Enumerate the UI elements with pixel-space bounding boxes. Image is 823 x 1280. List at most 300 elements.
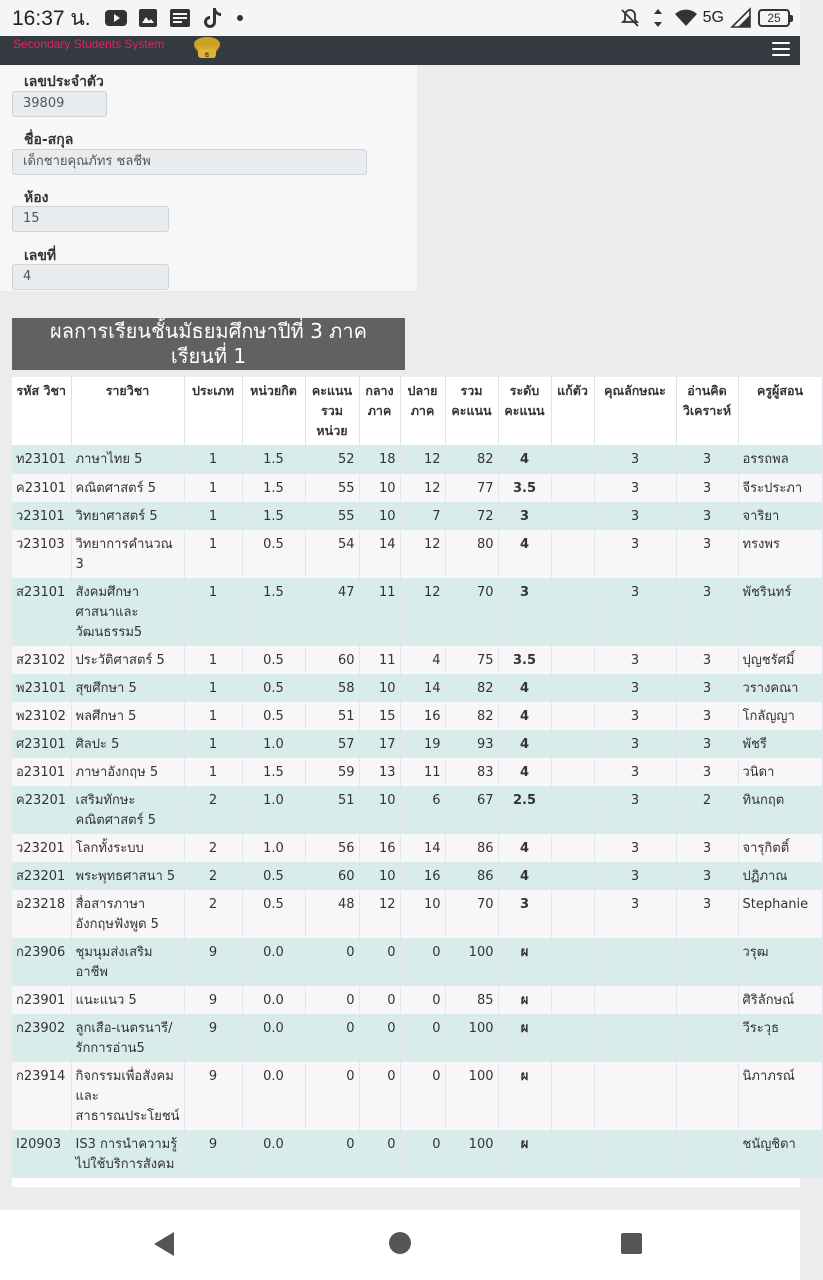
cell-total: 82 [445, 445, 498, 474]
cell-mid: 16 [359, 834, 400, 862]
cell-total: 100 [445, 1062, 498, 1130]
cell-code: ท23101 [12, 445, 71, 474]
cell-type: 1 [184, 502, 242, 530]
cell-code: ค23201 [12, 786, 71, 834]
cell-teacher: วีระวุธ [738, 1014, 822, 1062]
cell-unit-score: 0 [305, 1130, 359, 1178]
col-header-total: รวม คะแนน [445, 377, 498, 445]
cell-code: อ23218 [12, 890, 71, 938]
cell-type: 2 [184, 862, 242, 890]
student-id-label: เลขประจำตัว [24, 74, 104, 90]
more-notifications-icon [237, 15, 243, 21]
cell-credit: 0.5 [242, 674, 305, 702]
cell-grade: 3.5 [498, 646, 551, 674]
cell-trait: 3 [594, 834, 676, 862]
cell-mid: 10 [359, 862, 400, 890]
cell-credit: 0.5 [242, 646, 305, 674]
cell-grade: 2.5 [498, 786, 551, 834]
room-label: ห้อง [24, 190, 49, 206]
cell-mid: 12 [359, 890, 400, 938]
cell-credit: 1.5 [242, 474, 305, 502]
cell-credit: 0.0 [242, 1062, 305, 1130]
cell-total: 93 [445, 730, 498, 758]
cell-final: 12 [400, 474, 445, 502]
cell-total: 86 [445, 862, 498, 890]
cell-unit-score: 59 [305, 758, 359, 786]
cell-total: 100 [445, 938, 498, 986]
cell-credit: 0.5 [242, 890, 305, 938]
cell-grade: 3 [498, 578, 551, 646]
cell-teacher: นิภาภรณ์ [738, 1062, 822, 1130]
cell-subject: กิจกรรมเพื่อสังคม และ สาธารณประโยชน์ [71, 1062, 184, 1130]
app-header [0, 36, 800, 65]
report-title-line2: เรียนที่ 1 [170, 344, 247, 368]
cell-credit: 1.5 [242, 758, 305, 786]
cell-trait: 3 [594, 502, 676, 530]
cell-fix [551, 674, 594, 702]
cell-final: 11 [400, 758, 445, 786]
cell-fix [551, 1062, 594, 1130]
cell-code: ก23902 [12, 1014, 71, 1062]
col-header-trait: คุณลักษณะ [594, 377, 676, 445]
cell-unit-score: 0 [305, 1062, 359, 1130]
cell-unit-score: 51 [305, 786, 359, 834]
cell-analysis [676, 1014, 738, 1062]
gallery-icon [137, 9, 159, 27]
cell-final: 0 [400, 1130, 445, 1178]
col-header-unit-score: คะแนน รวม หน่วย [305, 377, 359, 445]
cell-unit-score: 0 [305, 986, 359, 1014]
cell-analysis: 3 [676, 674, 738, 702]
back-icon[interactable] [154, 1232, 174, 1256]
cell-unit-score: 60 [305, 646, 359, 674]
cell-trait: 3 [594, 530, 676, 578]
table-row [12, 445, 822, 474]
cell-mid: 11 [359, 578, 400, 646]
cell-type: 1 [184, 578, 242, 646]
number-label: เลขที่ [24, 248, 57, 264]
cell-fix [551, 702, 594, 730]
cell-teacher: จารุกิตติ์ [738, 834, 822, 862]
cell-final: 12 [400, 578, 445, 646]
cell-grade: ผ [498, 938, 551, 986]
table-row [12, 758, 822, 786]
cell-teacher: ชนัญชิดา [738, 1130, 822, 1178]
hamburger-menu-icon[interactable] [772, 42, 790, 56]
cell-type: 1 [184, 702, 242, 730]
cell-total: 83 [445, 758, 498, 786]
cell-code: ค23101 [12, 474, 71, 502]
cell-code: พ23101 [12, 674, 71, 702]
table-row [12, 834, 822, 862]
school-logo-icon [188, 36, 226, 64]
cell-credit: 1.0 [242, 786, 305, 834]
cell-teacher: อรรถพล [738, 445, 822, 474]
cell-trait: 3 [594, 890, 676, 938]
student-name-field[interactable]: เด็กชายคุณภัทร ชลชีพ [12, 149, 367, 175]
cell-fix [551, 1014, 594, 1062]
youtube-icon [105, 9, 127, 27]
cell-trait [594, 986, 676, 1014]
table-row [12, 1062, 822, 1130]
cell-subject: วิทยาศาสตร์ 5 [71, 502, 184, 530]
number-field[interactable]: 4 [12, 264, 169, 290]
cell-credit: 0.0 [242, 986, 305, 1014]
cell-type: 1 [184, 530, 242, 578]
room-field[interactable]: 15 [12, 206, 169, 232]
cell-grade: 4 [498, 530, 551, 578]
grades-table [12, 377, 823, 1178]
col-header-credit: หน่วยกิต [242, 377, 305, 445]
battery-indicator: 25 [758, 9, 790, 27]
recent-apps-icon[interactable] [621, 1233, 642, 1254]
cell-type: 9 [184, 986, 242, 1014]
cell-credit: 0.5 [242, 862, 305, 890]
cell-grade: 4 [498, 834, 551, 862]
cell-teacher: ปุญชรัศมิ์ [738, 646, 822, 674]
cell-total: 100 [445, 1014, 498, 1062]
cell-credit: 1.0 [242, 730, 305, 758]
cell-subject: แนะแนว 5 [71, 986, 184, 1014]
cell-subject: ภาษาอังกฤษ 5 [71, 758, 184, 786]
cell-final: 6 [400, 786, 445, 834]
cell-trait [594, 938, 676, 986]
cell-code: อ23101 [12, 758, 71, 786]
col-header-code: รหัส วิชา [12, 377, 71, 445]
col-header-grade: ระดับ คะแนน [498, 377, 551, 445]
cell-credit: 0.0 [242, 938, 305, 986]
cell-type: 2 [184, 834, 242, 862]
cell-mid: 10 [359, 474, 400, 502]
cell-grade: 4 [498, 862, 551, 890]
cell-total: 82 [445, 702, 498, 730]
cell-total: 80 [445, 530, 498, 578]
table-row [12, 530, 822, 578]
cell-trait [594, 1014, 676, 1062]
cell-teacher: พัชรินทร์ [738, 578, 822, 646]
cell-trait: 3 [594, 862, 676, 890]
cell-type: 9 [184, 1014, 242, 1062]
grades-table-container [12, 377, 809, 1187]
cell-trait: 3 [594, 674, 676, 702]
cell-trait: 3 [594, 646, 676, 674]
network-type: 5G [702, 9, 724, 26]
cell-credit: 0.5 [242, 702, 305, 730]
col-header-analysis: อ่านคิด วิเคราะห์ [676, 377, 738, 445]
cell-grade: 3.5 [498, 474, 551, 502]
cell-analysis: 3 [676, 862, 738, 890]
cell-mid: 10 [359, 674, 400, 702]
cell-teacher: ทินกฤต [738, 786, 822, 834]
cell-fix [551, 474, 594, 502]
cell-total: 85 [445, 986, 498, 1014]
cell-code: ก23906 [12, 938, 71, 986]
cell-final: 0 [400, 1014, 445, 1062]
student-id-field[interactable]: 39809 [12, 91, 107, 117]
cell-grade: ผ [498, 1062, 551, 1130]
cell-fix [551, 1130, 594, 1178]
table-row [12, 986, 822, 1014]
col-header-type: ประเภท [184, 377, 242, 445]
cell-grade: ผ [498, 1014, 551, 1062]
cell-analysis [676, 1062, 738, 1130]
cell-type: 9 [184, 1130, 242, 1178]
cell-analysis: 3 [676, 578, 738, 646]
system-navigation-bar [0, 1210, 800, 1280]
cell-analysis: 3 [676, 730, 738, 758]
student-name-label: ชื่อ-สกุล [24, 132, 74, 148]
cell-teacher: ทรงพร [738, 530, 822, 578]
cell-subject: วิทยาการคำนวณ 3 [71, 530, 184, 578]
col-header-subject: รายวิชา [71, 377, 184, 445]
table-row [12, 646, 822, 674]
brand-title[interactable]: Secondary Students System [13, 37, 165, 51]
cell-fix [551, 530, 594, 578]
cell-analysis: 3 [676, 646, 738, 674]
cell-grade: 4 [498, 702, 551, 730]
cell-mid: 17 [359, 730, 400, 758]
cell-analysis [676, 1130, 738, 1178]
cell-subject: พลศึกษา 5 [71, 702, 184, 730]
table-row [12, 702, 822, 730]
report-title [12, 318, 405, 370]
cell-total: 77 [445, 474, 498, 502]
table-row [12, 474, 822, 502]
cell-final: 14 [400, 834, 445, 862]
cell-unit-score: 57 [305, 730, 359, 758]
cell-mid: 14 [359, 530, 400, 578]
cell-analysis: 3 [676, 758, 738, 786]
cell-analysis: 2 [676, 786, 738, 834]
news-icon [169, 9, 191, 27]
cell-code: พ23102 [12, 702, 71, 730]
cell-grade: ผ [498, 1130, 551, 1178]
cell-fix [551, 646, 594, 674]
cell-grade: 4 [498, 730, 551, 758]
cell-grade: 4 [498, 674, 551, 702]
cell-subject: สื่อสารภาษา อังกฤษฟังพูด 5 [71, 890, 184, 938]
cell-mid: 13 [359, 758, 400, 786]
cell-type: 1 [184, 730, 242, 758]
cell-code: ว23201 [12, 834, 71, 862]
cell-final: 10 [400, 890, 445, 938]
student-info-panel [0, 65, 417, 291]
cell-unit-score: 0 [305, 938, 359, 986]
cell-code: ส23201 [12, 862, 71, 890]
cell-total: 67 [445, 786, 498, 834]
cell-unit-score: 52 [305, 445, 359, 474]
cell-code: ส23102 [12, 646, 71, 674]
cell-teacher: Stephanie [738, 890, 822, 938]
cell-analysis: 3 [676, 445, 738, 474]
cell-unit-score: 47 [305, 578, 359, 646]
cell-final: 14 [400, 674, 445, 702]
col-header-final: ปลาย ภาค [400, 377, 445, 445]
cell-subject: พระพุทธศาสนา 5 [71, 862, 184, 890]
cell-teacher: พัชรี [738, 730, 822, 758]
cell-type: 9 [184, 1062, 242, 1130]
cell-final: 4 [400, 646, 445, 674]
cell-code: ว23103 [12, 530, 71, 578]
cell-analysis [676, 986, 738, 1014]
cell-analysis: 3 [676, 702, 738, 730]
table-row [12, 786, 822, 834]
cell-unit-score: 58 [305, 674, 359, 702]
cell-grade: 3 [498, 502, 551, 530]
cell-teacher: จีระประภา [738, 474, 822, 502]
cell-subject: ภาษาไทย 5 [71, 445, 184, 474]
cell-trait [594, 1130, 676, 1178]
cell-total: 70 [445, 890, 498, 938]
cell-trait: 3 [594, 786, 676, 834]
cell-fix [551, 502, 594, 530]
cell-mid: 0 [359, 986, 400, 1014]
cell-analysis: 3 [676, 474, 738, 502]
cell-analysis: 3 [676, 890, 738, 938]
cell-fix [551, 862, 594, 890]
cell-type: 2 [184, 890, 242, 938]
cell-trait: 3 [594, 758, 676, 786]
cell-fix [551, 578, 594, 646]
cell-final: 19 [400, 730, 445, 758]
cell-mid: 15 [359, 702, 400, 730]
cell-mid: 0 [359, 1062, 400, 1130]
cell-subject: ศิลปะ 5 [71, 730, 184, 758]
cell-subject: ลูกเสือ-เนตรนารี/ รักการอ่าน5 [71, 1014, 184, 1062]
cell-total: 86 [445, 834, 498, 862]
cell-final: 16 [400, 862, 445, 890]
table-row [12, 1130, 822, 1178]
cell-mid: 0 [359, 1014, 400, 1062]
cell-final: 7 [400, 502, 445, 530]
data-arrows-icon [647, 9, 669, 27]
cell-trait: 3 [594, 578, 676, 646]
cell-mid: 10 [359, 502, 400, 530]
cell-teacher: จาริยา [738, 502, 822, 530]
cell-code: ก23901 [12, 986, 71, 1014]
table-row [12, 578, 822, 646]
home-icon[interactable] [389, 1232, 411, 1254]
cell-type: 1 [184, 674, 242, 702]
table-row [12, 862, 822, 890]
cell-mid: 11 [359, 646, 400, 674]
cell-total: 72 [445, 502, 498, 530]
cell-fix [551, 834, 594, 862]
cell-teacher: วรุฒ [738, 938, 822, 986]
cell-fix [551, 730, 594, 758]
cell-teacher: ศิริลักษณ์ [738, 986, 822, 1014]
cell-mid: 10 [359, 786, 400, 834]
cell-code: I20903 [12, 1130, 71, 1178]
cell-teacher: ปฏิภาณ [738, 862, 822, 890]
cell-code: ก23914 [12, 1062, 71, 1130]
signal-icon [730, 9, 752, 27]
cell-subject: ประวัติศาสตร์ 5 [71, 646, 184, 674]
table-row [12, 890, 822, 938]
cell-credit: 1.5 [242, 502, 305, 530]
cell-analysis: 3 [676, 502, 738, 530]
cell-subject: IS3 การนำความรู้ ไปใช้บริการสังคม [71, 1130, 184, 1178]
cell-final: 16 [400, 702, 445, 730]
col-header-teacher: ครูผู้สอน [738, 377, 822, 445]
cell-mid: 0 [359, 938, 400, 986]
wifi-icon [675, 9, 697, 27]
cell-total: 82 [445, 674, 498, 702]
cell-fix [551, 758, 594, 786]
cell-subject: สังคมศึกษา ศาสนาและ วัฒนธรรม5 [71, 578, 184, 646]
table-row [12, 502, 822, 530]
cell-code: ว23101 [12, 502, 71, 530]
cell-final: 12 [400, 530, 445, 578]
cell-grade: 3 [498, 890, 551, 938]
cell-grade: 4 [498, 445, 551, 474]
cell-teacher: วนิดา [738, 758, 822, 786]
cell-analysis [676, 938, 738, 986]
cell-subject: สุขศึกษา 5 [71, 674, 184, 702]
cell-credit: 1.0 [242, 834, 305, 862]
col-header-fix: แก้ตัว [551, 377, 594, 445]
cell-analysis: 3 [676, 834, 738, 862]
table-row [12, 730, 822, 758]
grades-table-body [12, 445, 822, 1178]
cell-teacher: วรางคณา [738, 674, 822, 702]
cell-fix [551, 786, 594, 834]
cell-grade: 4 [498, 758, 551, 786]
cell-teacher: โกลัญญา [738, 702, 822, 730]
cell-total: 100 [445, 1130, 498, 1178]
cell-unit-score: 60 [305, 862, 359, 890]
cell-unit-score: 48 [305, 890, 359, 938]
cell-credit: 0.0 [242, 1014, 305, 1062]
mute-icon [619, 9, 641, 27]
cell-trait: 3 [594, 702, 676, 730]
cell-fix [551, 986, 594, 1014]
cell-fix [551, 445, 594, 474]
cell-type: 2 [184, 786, 242, 834]
cell-credit: 0.5 [242, 530, 305, 578]
cell-credit: 1.5 [242, 445, 305, 474]
cell-mid: 0 [359, 1130, 400, 1178]
cell-unit-score: 51 [305, 702, 359, 730]
svg-text:ธ: ธ [204, 50, 210, 59]
cell-analysis: 3 [676, 530, 738, 578]
status-time: 16:37 น. [12, 6, 91, 30]
cell-final: 0 [400, 1062, 445, 1130]
table-row [12, 1014, 822, 1062]
cell-code: ส23101 [12, 578, 71, 646]
status-bar [0, 0, 800, 36]
cell-unit-score: 54 [305, 530, 359, 578]
cell-fix [551, 938, 594, 986]
cell-trait: 3 [594, 730, 676, 758]
cell-final: 12 [400, 445, 445, 474]
cell-unit-score: 55 [305, 502, 359, 530]
cell-code: ศ23101 [12, 730, 71, 758]
cell-type: 1 [184, 474, 242, 502]
cell-credit: 1.5 [242, 578, 305, 646]
cell-type: 1 [184, 646, 242, 674]
cell-type: 9 [184, 938, 242, 986]
cell-type: 1 [184, 758, 242, 786]
cell-subject: เสริมทักษะ คณิตศาสตร์ 5 [71, 786, 184, 834]
tiktok-icon [201, 9, 223, 27]
cell-fix [551, 890, 594, 938]
cell-subject: โลกทั้งระบบ [71, 834, 184, 862]
col-header-mid: กลาง ภาค [359, 377, 400, 445]
table-header-row [12, 377, 822, 445]
cell-unit-score: 0 [305, 1014, 359, 1062]
cell-subject: ชุมนุมส่งเสริม อาชีพ [71, 938, 184, 986]
